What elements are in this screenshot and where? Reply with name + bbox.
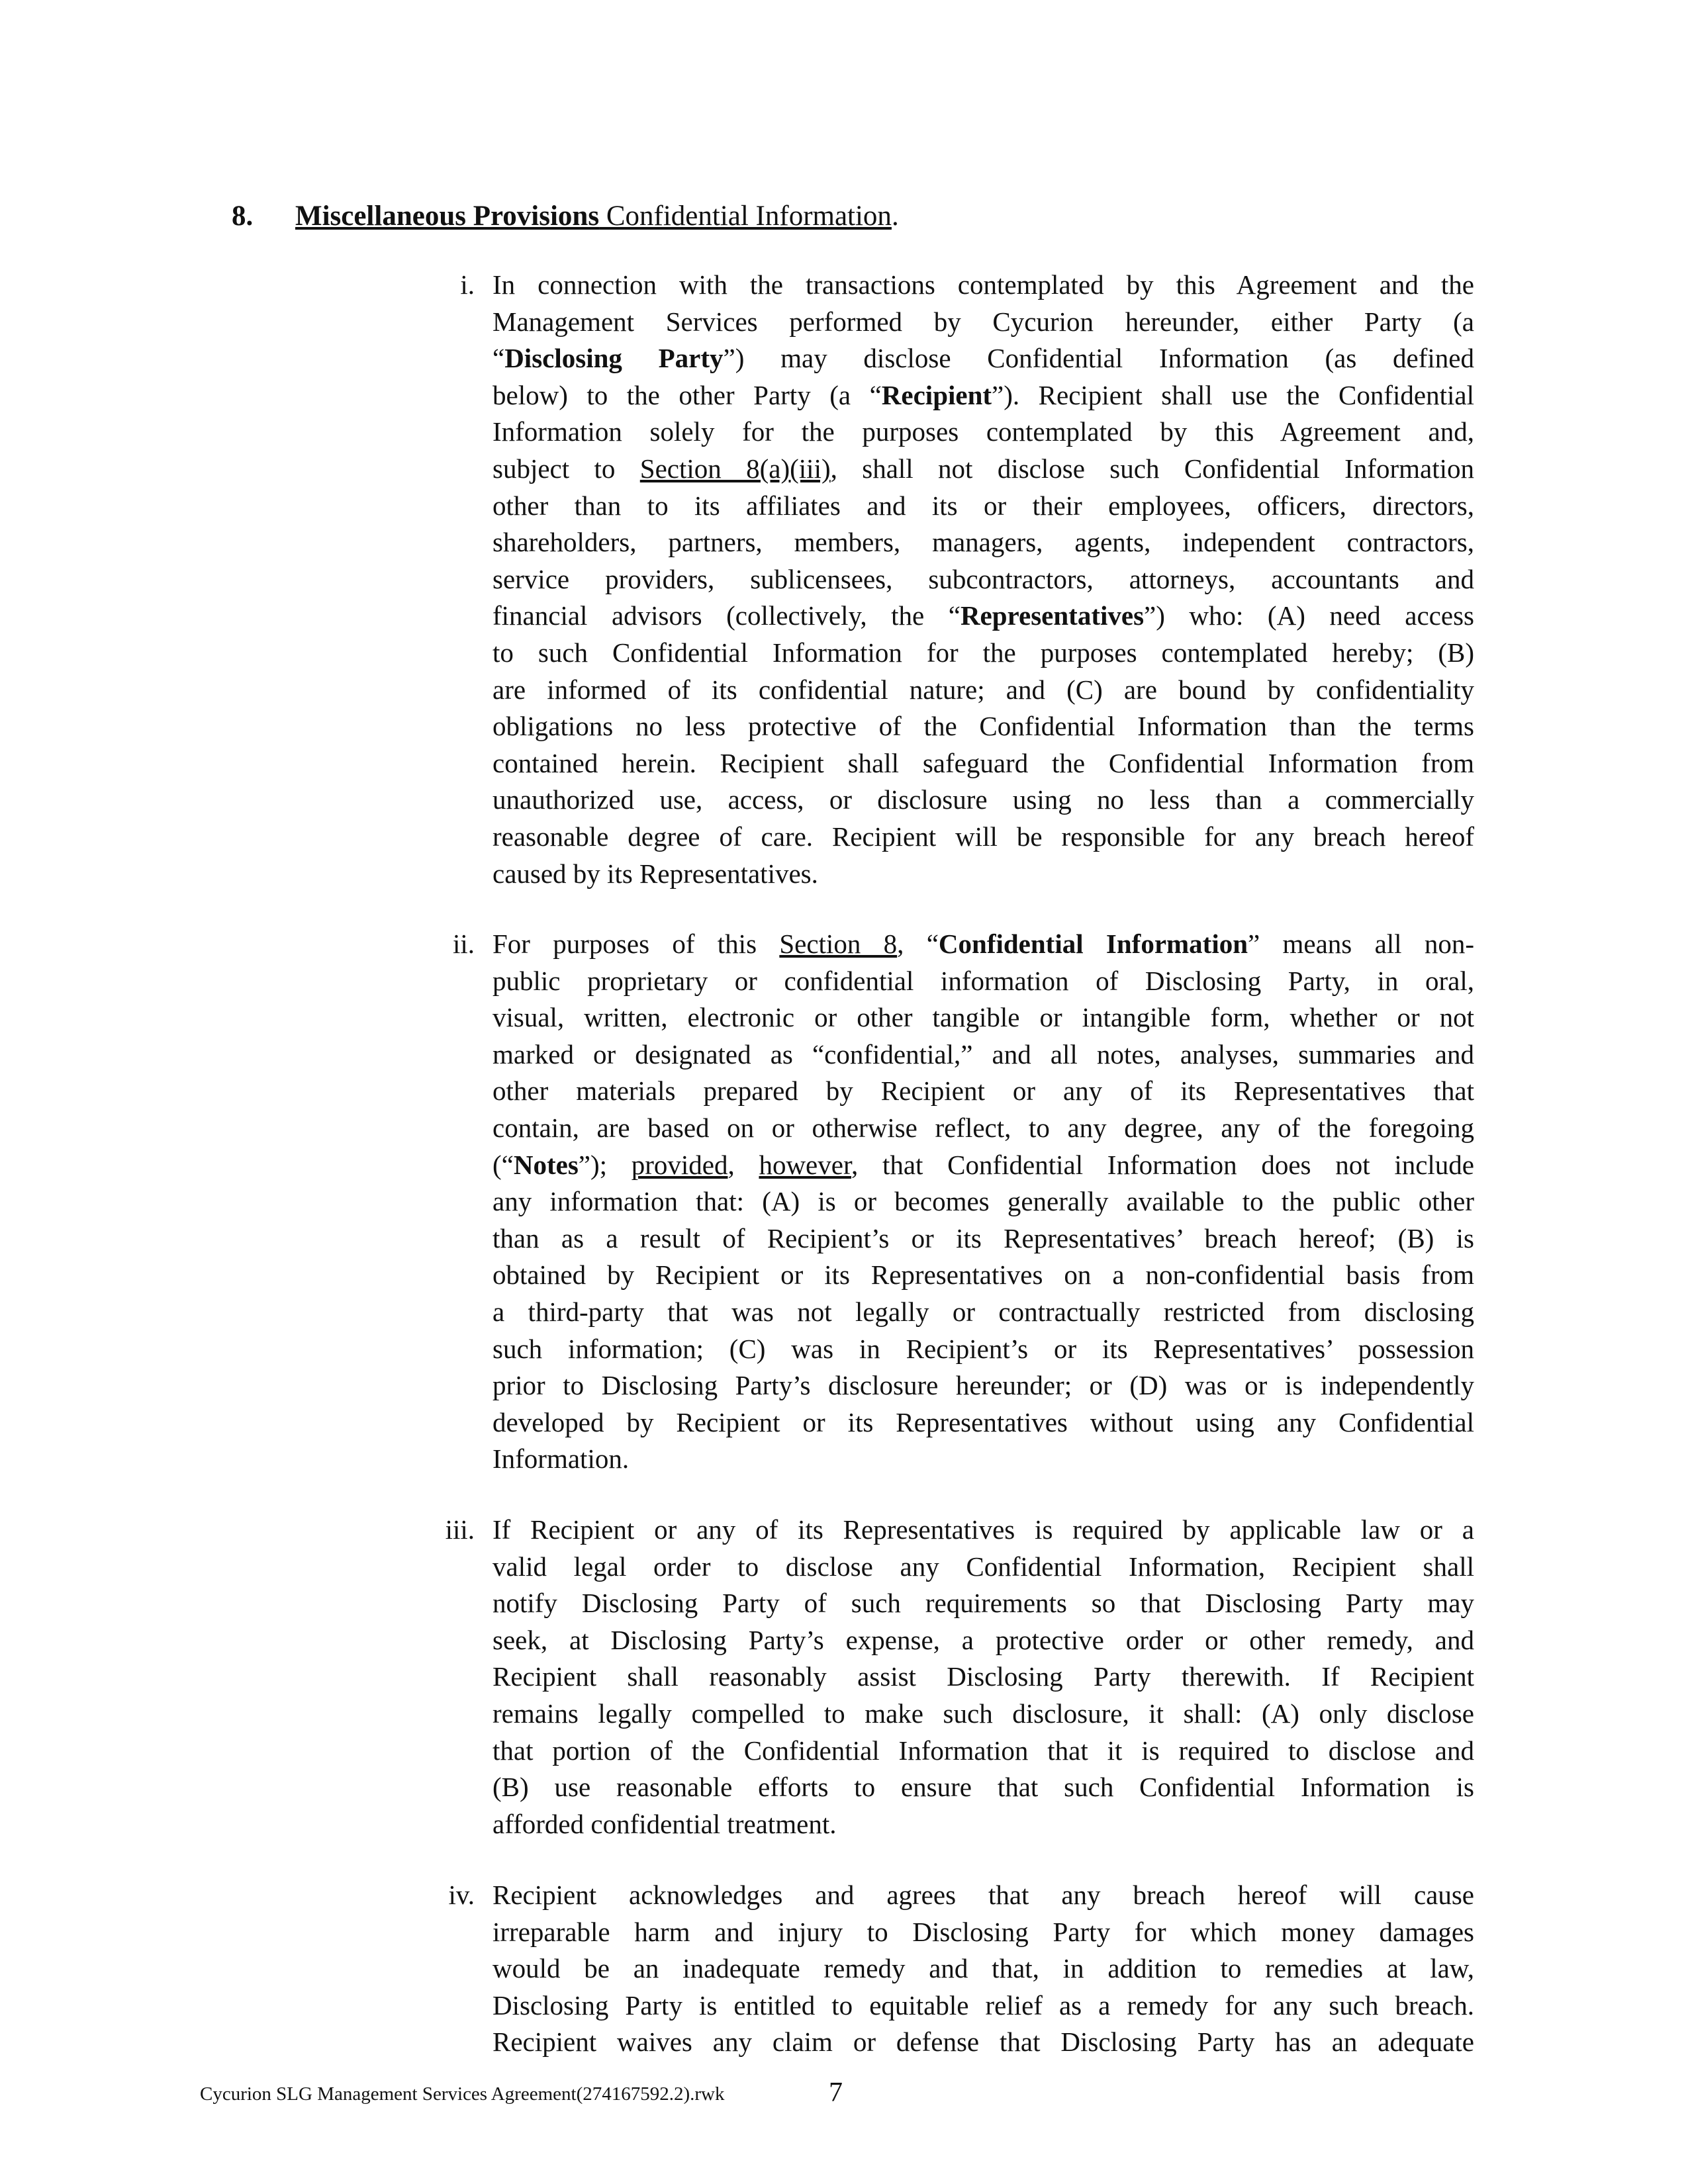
text-run: ”); (578, 1149, 632, 1180)
paragraph-iv (448, 1877, 1474, 2061)
text-run: ”). Recipient shall use the Confidential (992, 379, 1474, 410)
text-line (492, 1294, 1474, 1331)
text-line (492, 1622, 1474, 1659)
text-run: remains legally compelled to make such disclosure, it shall: (A) only disclose (492, 1698, 1474, 1729)
paragraph-ii (452, 926, 1475, 1478)
text-run: If Recipient or any of its Representatives is required by applicable law or a (492, 1514, 1474, 1545)
text-line (492, 267, 1474, 304)
text-run: to such Confidential Information for the purposes contemplated hereby; (B) (492, 637, 1474, 668)
defined-term: Representatives (960, 600, 1145, 631)
text-line (492, 414, 1474, 451)
text-line (492, 672, 1474, 709)
section-title: Miscellaneous Provisions (295, 201, 600, 232)
text-line (492, 1257, 1474, 1294)
text-run: notify Disclosing Party of such requirements so that Disclosing Party may (492, 1588, 1474, 1619)
text-line (492, 1877, 1474, 1914)
text-run: (“ (492, 1149, 514, 1180)
paragraph-i (460, 267, 1474, 892)
text-run: reasonable degree of care. Recipient will be responsible for any breach hereof (492, 821, 1474, 852)
text-run: “ (492, 343, 505, 374)
text-line (492, 1914, 1474, 1951)
text-run: visual, written, electronic or other tangible or intangible form, whether or not (492, 1002, 1474, 1033)
text-run: caused by its Representatives. (492, 858, 818, 889)
text-run: Disclosing Party is entitled to equitable relief as a remedy for any such breach. (492, 1989, 1474, 2021)
text-line (492, 1549, 1474, 1586)
text-line (492, 1073, 1474, 1110)
footer-document-name: Cycurion SLG Management Services Agreement(274167592.2).rwk (200, 2083, 725, 2105)
text-run: other materials prepared by Recipient or any of its Representatives that (492, 1075, 1474, 1107)
text-run: In connection with the transactions contemplated by this Agreement and the (492, 269, 1474, 300)
text-run: would be an inadequate remedy and that, in addition to remedies at law, (492, 1953, 1474, 1984)
section-heading (232, 198, 899, 235)
text-run: any information that: (A) is or becomes generally available to the public other (492, 1186, 1474, 1217)
text-run: , “ (897, 929, 939, 959)
list-marker: iv. (448, 1880, 475, 1910)
underlined-reference: provided (631, 1149, 728, 1180)
text-run: prior to Disclosing Party’s disclosure hereunder; or (D) was or is independently (492, 1370, 1474, 1401)
text-run: such information; (C) was in Recipient’s or its Representatives’ possession (492, 1333, 1474, 1364)
list-marker: i. (460, 269, 475, 300)
text-run: Management Services performed by Cycurion hereunder, either Party (a (492, 306, 1474, 337)
text-line (492, 488, 1474, 525)
text-run: contained herein. Recipient shall safeguard the Confidential Information from (492, 747, 1474, 778)
text-line (492, 635, 1474, 672)
section-period: . (891, 201, 899, 232)
text-line (492, 999, 1474, 1036)
text-run: obtained by Recipient or its Representatives on a non-confidential basis from (492, 1259, 1474, 1291)
text-line (492, 1987, 1474, 2025)
defined-term: Confidential Information (938, 929, 1248, 959)
text-run: Recipient shall reasonably assist Disclosing Party therewith. If Recipient (492, 1661, 1474, 1692)
text-line (492, 340, 1474, 377)
text-line (492, 1367, 1474, 1404)
defined-term: Recipient (881, 379, 992, 410)
text-line (492, 1441, 1474, 1478)
text-line (492, 561, 1474, 598)
text-line (492, 745, 1474, 782)
text-line (492, 708, 1474, 745)
text-run: (B) use reasonable efforts to ensure that such Confidential Information is (492, 1772, 1474, 1803)
text-run: For purposes of this (492, 929, 780, 959)
text-run: shareholders, partners, members, managers, agents, independent contractors, (492, 527, 1474, 558)
text-run: than as a result of Recipient’s or its Representatives’ breach hereof; (B) is (492, 1222, 1474, 1253)
text-run: irreparable harm and injury to Disclosing Party for which money damages (492, 1916, 1474, 1947)
text-line (492, 524, 1474, 561)
text-line (492, 1950, 1474, 1987)
text-run: Information. (492, 1443, 630, 1475)
text-run: financial advisors (collectively, the “ (492, 600, 961, 631)
text-run: unauthorized use, access, or disclosure using no less than a commercially (492, 784, 1474, 815)
text-line (492, 782, 1474, 819)
text-run: a third-party that was not legally or contractually restricted from disclosing (492, 1296, 1474, 1327)
text-line (492, 1404, 1474, 1441)
list-marker: ii. (452, 929, 475, 959)
text-run: are informed of its confidential nature; and (C) are bound by confidentiality (492, 674, 1474, 705)
text-run: seek, at Disclosing Party’s expense, a protective order or other remedy, and (492, 1624, 1474, 1655)
text-line (492, 2024, 1474, 2061)
defined-term: Notes (513, 1149, 579, 1180)
text-line (492, 926, 1474, 963)
text-run: , shall not disclose such Confidential Information (830, 453, 1474, 484)
text-run: contain, are based on or otherwise reflect, to any degree, any of the foregoing (492, 1112, 1474, 1143)
text-line (492, 856, 1474, 893)
list-marker: iii. (445, 1514, 475, 1545)
text-line (492, 451, 1474, 488)
text-run: marked or designated as “confidential,” and all notes, analyses, summaries and (492, 1038, 1474, 1069)
text-run: ”) may disclose Confidential Information (as defined (723, 343, 1474, 374)
text-line (492, 1659, 1474, 1696)
text-run: that portion of the Confidential Information that it is required to disclose and (492, 1735, 1474, 1766)
text-line (492, 598, 1474, 635)
paragraph-iii (445, 1512, 1474, 1843)
text-line (492, 1512, 1474, 1549)
text-line (492, 1696, 1474, 1733)
text-run: afforded confidential treatment. (492, 1808, 837, 1839)
text-run: public proprietary or confidential information of Disclosing Party, in oral, (492, 965, 1474, 996)
text-run: , (727, 1149, 759, 1180)
text-line (492, 1147, 1474, 1184)
text-run: service providers, sublicensees, subcontractors, attorneys, accountants and (492, 563, 1474, 594)
text-run: obligations no less protective of the Confidential Information than the terms (492, 711, 1474, 742)
text-line (492, 1733, 1474, 1770)
text-line (492, 1331, 1474, 1368)
text-run: , that Confidential Information does not include (851, 1149, 1474, 1180)
underlined-reference: Section 8 (779, 929, 898, 959)
underlined-reference: however (759, 1149, 851, 1180)
text-line (492, 963, 1474, 1000)
text-line (492, 304, 1474, 341)
text-run: Recipient acknowledges and agrees that any breach hereof will cause (492, 1880, 1474, 1910)
text-line (492, 1769, 1474, 1806)
text-run: ”) who: (A) need access (1144, 600, 1474, 631)
text-run: other than to its affiliates and its or their employees, officers, directors, (492, 490, 1474, 521)
text-line (492, 1220, 1474, 1257)
text-run: below) to the other Party (a “ (492, 379, 882, 410)
text-run: valid legal order to disclose any Confidential Information, Recipient shall (492, 1551, 1474, 1582)
text-run: ” means all non- (1248, 929, 1475, 959)
text-run: Recipient waives any claim or defense that Disclosing Party has an adequate (492, 2026, 1474, 2058)
text-line (492, 1806, 1474, 1843)
page-number: 7 (829, 2077, 843, 2108)
text-line (492, 1036, 1474, 1073)
underlined-reference: Section 8(a)(iii) (639, 453, 831, 484)
text-line (492, 1110, 1474, 1147)
section-number: 8. (232, 201, 254, 232)
text-run: developed by Recipient or its Representatives without using any Confidential (492, 1406, 1474, 1437)
text-run: Information solely for the purposes contemplated by this Agreement and, (492, 416, 1474, 447)
text-line (492, 1585, 1474, 1622)
section-subtitle: Confidential Information (599, 201, 892, 232)
text-line (492, 819, 1474, 856)
defined-term: Disclosing Party (504, 343, 724, 374)
text-line (492, 377, 1474, 414)
text-run: subject to (492, 453, 640, 484)
text-line (492, 1183, 1474, 1220)
